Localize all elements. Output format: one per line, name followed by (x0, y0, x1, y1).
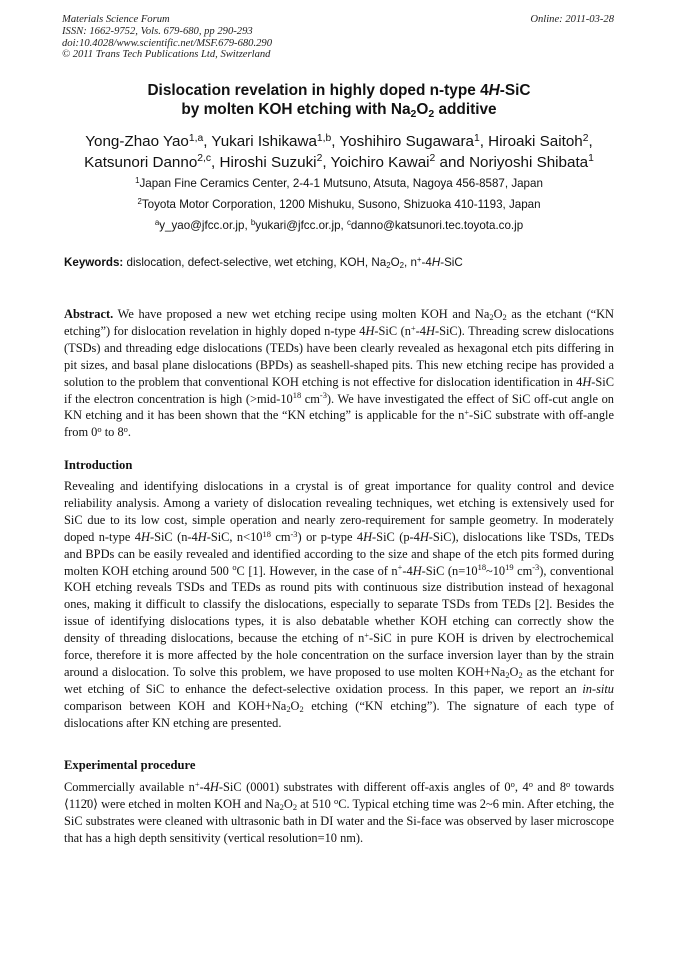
author-list (0, 132, 678, 173)
affiliation-1: $^1$Japan Fine Ceramics Center, 2-4-1 Mutsuno, Atsuta, Nagoya 456-8587, Japan (135, 176, 543, 190)
experimental-paragraph: Commercially available n+-4H-SiC (0001) substrates with different off-axis angles of 0$^o$, 4$^o$ and 8$^o$ towards ⟨112̄0⟩ were etched in molten KOH and $Na_2O_2$ at 510 $^o$C. Typical etching time was 2~6 min. After etching, the SiC substrates were cleaned with ultrasonic bath in DI water and the Si-face was observed by laser microscope that has a high depth sensitivity (vertical resolution=10 nm). (64, 778, 615, 845)
introduction-heading: Introduction (64, 458, 133, 472)
email-list: $^a$y_yao@jfcc.or.jp, $^b$yukari@jfcc.or.jp, $^c$danno@katsunori.tec.toyota.co.jp (154, 218, 524, 232)
experimental-heading: Experimental procedure (64, 758, 196, 772)
author-line-2: Katsunori Danno$^{2,c}$, Hiroshi Suzuki$^2$, Yoichiro Kawai$^2$ and Noriyoshi Shibata$^1$ (84, 153, 594, 171)
author-line-1: Yong-Zhao Yao$^{1,a}$, Yukari Ishikawa$^{1,b}$, Yoshihiro Sugawara$^1$, Hiroaki Saitoh$^2$, (85, 132, 593, 150)
online-date: Online: 2011-03-28 (530, 14, 614, 25)
introduction-paragraph: Revealing and identifying dislocations in a crystal is of great importance for quality control and device reliability analysis. Among a variety of dislocation revealing techniques, wet etching is extensively used for SiC due to its low cost, simple operation and nearly zero-requirement for sample geometry. In moderately doped n-type 4H-SiC (n-4H-SiC, $n<10^{18}$ $cm^{-3}$) or p-type 4H-SiC (p-4H-SiC), dislocations like TSDs, TEDs and BPDs can be easily revealed and identified according to the size and shape of the etch pits formed during molten KOH etching around 500 $^o$C [1]. However, in the case of n+-4H-SiC ($n=10^{18}\sim 10^{19}$ $cm^{-3}$), conventional KOH etching reveals TSDs and TEDs as round pits with continuous size distribution instead of hexagonal ones, making it difficult to classify the dislocations, especially to separate TSDs from TEDs [2]. Besides the issue of identifying dislocations types, it is also debatable whether KOH etching can correctly show the density of threading dislocations, because the etching of n+-SiC in pure KOH is driven by electrochemical force, therefore it is more affected by the hole concentration on the surface inversion layer than by the strain around a dislocation. To solve this problem, we have proposed to use molten $KOH+Na_2O_2$ as the etchant for wet etching of SiC to enhance the defect-selective oxidation process. In this paper, we report an in-situ comparison between KOH and $KOH+Na_2O_2$ etching (“KN etching”). The signature of each type of dislocations after KN etching are presented. (64, 479, 614, 730)
journal-name: Materials Science Forum (62, 14, 170, 25)
copyright-line: © 2011 Trans Tech Publications Ltd, Switzerland (62, 49, 271, 61)
issn-line: ISSN: 1662-9752, Vols. 679-680, pp 290-293 (62, 25, 253, 37)
doi-line[interactable]: doi:10.4028/www.scientific.net/MSF.679-680.290 (62, 37, 272, 49)
affiliation-2: $^2$Toyota Motor Corporation, 1200 Mishuku, Susono, Shizuoka 410-1193, Japan (137, 197, 541, 211)
journal-header (62, 14, 272, 61)
crystal-direction: ⟨112̄0⟩ (64, 796, 98, 811)
title-line-2: by molten KOH etching with $Na_2O_2$ additive (181, 101, 497, 120)
paper-title (0, 81, 678, 119)
keywords: Keywords: dislocation, defect-selective, wet etching, KOH, $Na_2O_2$, n+-4H-SiC (64, 255, 463, 270)
title-line-1: Dislocation revelation in highly doped n-type 4H-SiC (147, 82, 531, 99)
abstract: Abstract. We have proposed a new wet etching recipe using molten KOH and $Na_2O_2$ as the etchant (“KN etching”) for dislocation revelation in highly doped n-type 4H-SiC (n+-4H-SiC). Threading screw dislocations (TSDs) and threading edge dislocations (TEDs) have been clearly revealed as hexagonal etch pits differing in pit sizes, and basal plane dislocations (BPDs) as seashell-shaped pits. This new etching recipe has provided a solution to the problem that conventional KOH etching is not effective for dislocation identification in 4H-SiC if the electron concentration is high ($>mid-10^{18}$ $cm^{-3}$). We have investigated the effect of SiC off-cut angle on KN etching and it has been shown that the “KN etching” is applicable for the n+-SiC substrate with off-angle from 0$^o$ to 8$^o$. (64, 307, 615, 440)
